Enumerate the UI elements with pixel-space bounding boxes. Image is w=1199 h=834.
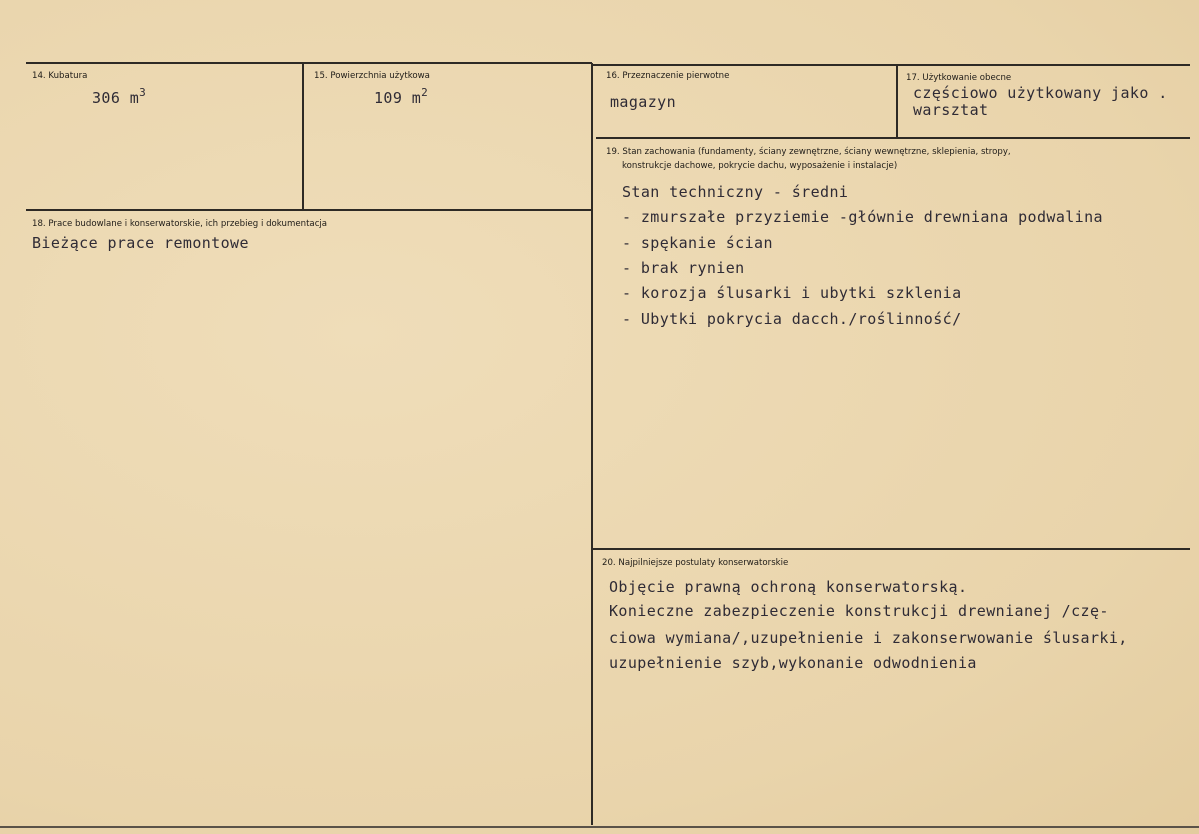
field-19-label-line-2: konstrukcje dachowe, pokrycie dachu, wyposażenie i instalacje) (622, 161, 898, 171)
field-20-line-4: uzupełnienie szyb,wykonanie odwodnienia (609, 654, 977, 672)
bottom-rule (0, 826, 1199, 828)
field-20-line-3: ciowa wymiana/,uzupełnienie i zakonserwowanie ślusarki, (609, 629, 1128, 647)
field-19-line-5: - korozja ślusarki i ubytki szklenia (622, 284, 962, 302)
field-14-number: 306 m (92, 89, 140, 107)
field-14-value (92, 86, 147, 107)
field-18-label: 18. Prace budowlane i konserwatorskie, ich przebieg i dokumentacja (32, 219, 328, 229)
field-19-line-3: - spękanie ścian (622, 234, 773, 252)
field-17-line-2: warsztat (913, 101, 989, 119)
field-19-line-4: - brak rynien (622, 259, 745, 277)
field-17-label: 17. Użytkowanie obecne (906, 73, 1012, 83)
field-15-label: 15. Powierzchnia użytkowa (314, 71, 430, 81)
field-20-line-2: Konieczne zabezpieczenie konstrukcji drewnianej /czę- (609, 602, 1109, 620)
field-14-exponent: 3 (139, 86, 147, 99)
top-rule-left (26, 62, 592, 64)
field-18-value: Bieżące prace remontowe (32, 234, 249, 252)
field-15-value (374, 86, 429, 107)
field-19-line-1: Stan techniczny - średni (622, 183, 849, 201)
divider-16-17 (896, 65, 898, 137)
field-14-label: 14. Kubatura (32, 71, 88, 81)
field-15-number: 109 m (374, 89, 422, 107)
field-19-line-6: - Ubytki pokrycia dacch./roślinność/ (622, 310, 962, 328)
field-16-label: 16. Przeznaczenie pierwotne (606, 71, 730, 81)
center-divider (591, 63, 593, 825)
field-15-exponent: 2 (421, 86, 429, 99)
field-20-label: 20. Najpilniejsze postulaty konserwatorskie (602, 558, 789, 568)
divider-14-15 (302, 63, 304, 209)
rule-above-19 (596, 137, 1190, 139)
field-20-line-1: Objęcie prawną ochroną konserwatorską. (609, 578, 968, 596)
rule-above-18 (26, 209, 592, 211)
top-rule-right (592, 64, 1190, 66)
field-17-line-1: częściowo użytkowany jako . (913, 84, 1168, 102)
field-19-label-line-1: 19. Stan zachowania (fundamenty, ściany zewnętrzne, ściany wewnętrzne, sklepienia, stropy, (606, 147, 1011, 157)
field-16-value: magazyn (610, 93, 677, 111)
rule-above-20 (592, 548, 1190, 550)
field-19-line-2: - zmurszałe przyziemie -głównie drewniana podwalina (622, 208, 1103, 226)
